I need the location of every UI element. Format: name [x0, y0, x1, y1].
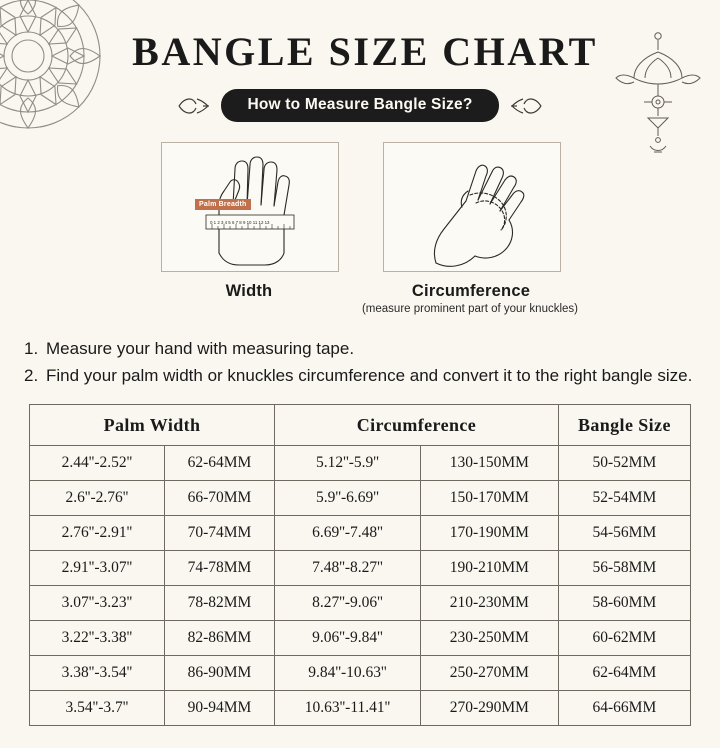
cell-palm-inch: 2.44''-2.52''	[30, 446, 165, 481]
figure-circumference	[361, 142, 579, 315]
cell-bangle-size: 58-60MM	[558, 586, 690, 621]
cell-palm-mm: 70-74MM	[164, 516, 274, 551]
cell-bangle-size: 60-62MM	[558, 621, 690, 656]
cell-bangle-size: 56-58MM	[558, 551, 690, 586]
table-row	[30, 621, 691, 656]
figure-width-caption: Width	[225, 282, 273, 300]
cell-circ-mm: 130-150MM	[420, 446, 558, 481]
cell-bangle-size: 62-64MM	[558, 656, 690, 691]
figure-circumference-caption: Circumference	[411, 282, 531, 300]
cell-circ-inch: 7.48''-8.27''	[275, 551, 421, 586]
cell-circ-mm: 170-190MM	[420, 516, 558, 551]
instruction-number: 2.	[24, 365, 39, 385]
table-header-row	[30, 405, 691, 446]
cell-circ-mm: 230-250MM	[420, 621, 558, 656]
figures	[0, 142, 720, 315]
figure-circumference-box	[383, 142, 561, 272]
cell-circ-mm: 270-290MM	[420, 691, 558, 726]
cell-circ-mm: 150-170MM	[420, 481, 558, 516]
cell-circ-mm: 250-270MM	[420, 656, 558, 691]
table-header-bangle-size: Bangle Size	[558, 405, 690, 446]
cell-circ-inch: 6.69''-7.48''	[275, 516, 421, 551]
table-row	[30, 481, 691, 516]
cell-palm-mm: 86-90MM	[164, 656, 274, 691]
figure-width	[161, 142, 337, 315]
flourish-right-icon	[509, 95, 543, 117]
table-row	[30, 446, 691, 481]
figure-width-box	[161, 142, 339, 272]
cell-circ-inch: 8.27''-9.06''	[275, 586, 421, 621]
cell-palm-mm: 74-78MM	[164, 551, 274, 586]
instruction-text: Measure your hand with measuring tape.	[46, 339, 355, 358]
cell-circ-inch: 9.06''-9.84''	[275, 621, 421, 656]
cell-palm-inch: 3.54''-3.7''	[30, 691, 165, 726]
banner-row	[0, 89, 720, 122]
table-row	[30, 551, 691, 586]
cell-circ-inch: 5.9''-6.69''	[275, 481, 421, 516]
cell-bangle-size: 64-66MM	[558, 691, 690, 726]
hand-knuckle-circumference-illustration	[384, 143, 560, 271]
cell-palm-mm: 62-64MM	[164, 446, 274, 481]
table-row	[30, 586, 691, 621]
size-table	[29, 404, 691, 726]
cell-palm-inch: 2.76''-2.91''	[30, 516, 165, 551]
cell-palm-inch: 2.91''-3.07''	[30, 551, 165, 586]
instruction-number: 1.	[24, 339, 39, 358]
how-to-measure-banner: How to Measure Bangle Size?	[221, 89, 498, 122]
table-header-palm-width: Palm Width	[30, 405, 275, 446]
cell-bangle-size: 52-54MM	[558, 481, 690, 516]
cell-palm-mm: 82-86MM	[164, 621, 274, 656]
instruction-item	[24, 337, 720, 362]
cell-palm-inch: 2.6''-2.76''	[30, 481, 165, 516]
page-title: BANGLE SIZE CHART	[132, 29, 598, 74]
table-row	[30, 691, 691, 726]
cell-circ-inch: 10.63''-11.41''	[275, 691, 421, 726]
table-header-circumference: Circumference	[275, 405, 559, 446]
cell-circ-inch: 9.84''-10.63''	[275, 656, 421, 691]
cell-palm-mm: 90-94MM	[164, 691, 274, 726]
svg-text:0 1 2 3 4 5 6 7 8 9 10 11 12 1: 0 1 2 3 4 5 6 7 8 9 10 11 12 13	[210, 220, 270, 225]
cell-palm-mm: 66-70MM	[164, 481, 274, 516]
instruction-item	[24, 364, 720, 389]
table-row	[30, 516, 691, 551]
cell-circ-inch: 5.12''-5.9''	[275, 446, 421, 481]
palm-breadth-label: Palm Breadth	[195, 199, 251, 210]
table-row	[30, 656, 691, 691]
flourish-left-icon	[177, 95, 211, 117]
ruler-graphic	[206, 215, 294, 229]
cell-bangle-size: 50-52MM	[558, 446, 690, 481]
cell-palm-mm: 78-82MM	[164, 586, 274, 621]
cell-circ-mm: 210-230MM	[420, 586, 558, 621]
figure-circumference-subcaption: (measure prominent part of your knuckles)	[361, 303, 579, 315]
cell-palm-inch: 3.38''-3.54''	[30, 656, 165, 691]
cell-palm-inch: 3.07''-3.23''	[30, 586, 165, 621]
cell-circ-mm: 190-210MM	[420, 551, 558, 586]
instruction-text: Find your palm width or knuckles circumference and convert it to the right bangle size.	[46, 365, 693, 385]
instructions-list	[24, 337, 720, 388]
cell-bangle-size: 54-56MM	[558, 516, 690, 551]
cell-palm-inch: 3.22''-3.38''	[30, 621, 165, 656]
